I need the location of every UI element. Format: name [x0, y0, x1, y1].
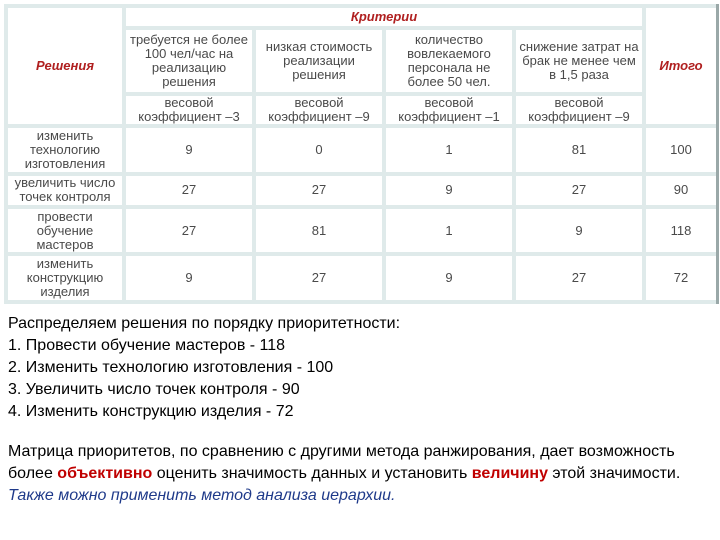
score-cell: 27 — [516, 256, 642, 300]
total-header: Итого — [646, 8, 716, 124]
criteria-header: Критерии — [126, 8, 642, 26]
table-row — [8, 128, 716, 172]
summary-text: этой значимости. — [547, 465, 681, 482]
score-cell: 9 — [386, 256, 512, 300]
ranking-item: 3. Увеличить число точек контроля - 90 — [8, 381, 300, 398]
score-cell: 1 — [386, 209, 512, 253]
highlight-magnitude: величину — [471, 465, 548, 482]
ranking-item: 2. Изменить технологию изготовления - 100 — [8, 359, 334, 376]
criterion-cell: низкая стоимость реализации решения — [256, 30, 382, 92]
conclusion-text — [8, 313, 712, 507]
score-cell: 9 — [386, 176, 512, 205]
ranking-item: 1. Провести обучение мастеров - 118 — [8, 337, 286, 354]
weight-cell: весовой коэффициент –1 — [386, 96, 512, 124]
score-cell: 0 — [256, 128, 382, 172]
table-row — [8, 209, 716, 253]
solution-cell: изменить технологию изготовления — [8, 128, 122, 172]
summary-text: Матрица приоритетов, по сравнению с другими метода ранжирования, дает возможность более — [8, 443, 675, 482]
weight-cell: весовой коэффициент –9 — [516, 96, 642, 124]
table-row — [8, 256, 716, 300]
method-note: Также можно применить метод анализа иерархии. — [8, 487, 396, 504]
priority-matrix-table — [4, 4, 720, 304]
solution-cell: изменить конструкцию изделия — [8, 256, 122, 300]
table-row — [8, 176, 716, 205]
total-cell: 118 — [646, 209, 716, 253]
weight-cell: весовой коэффициент –9 — [256, 96, 382, 124]
summary-paragraph — [8, 441, 712, 485]
score-cell: 81 — [516, 128, 642, 172]
criterion-cell: количество вовлекаемого персонала не более 50 чел. — [386, 30, 512, 92]
ranking-intro: Распределяем решения по порядку приоритетности: — [8, 315, 401, 332]
total-cell: 90 — [646, 176, 716, 205]
solution-cell: увеличить число точек контроля — [8, 176, 122, 205]
priority-matrix-panel — [4, 4, 719, 304]
score-cell: 27 — [516, 176, 642, 205]
weight-cell: весовой коэффициент –3 — [126, 96, 252, 124]
ranking-item: 4. Изменить конструкцию изделия - 72 — [8, 403, 294, 420]
score-cell: 27 — [126, 209, 252, 253]
score-cell: 9 — [516, 209, 642, 253]
criterion-cell: снижение затрат на брак не менее чем в 1,5 раза — [516, 30, 642, 92]
highlight-objectively: объективно — [57, 465, 153, 482]
score-cell: 9 — [126, 256, 252, 300]
summary-text: оценить значимость данных и установить — [152, 465, 472, 482]
total-cell: 100 — [646, 128, 716, 172]
solution-cell: провести обучение мастеров — [8, 209, 122, 253]
score-cell: 27 — [126, 176, 252, 205]
solutions-header: Решения — [8, 8, 122, 124]
total-cell: 72 — [646, 256, 716, 300]
score-cell: 81 — [256, 209, 382, 253]
score-cell: 27 — [256, 176, 382, 205]
score-cell: 9 — [126, 128, 252, 172]
score-cell: 1 — [386, 128, 512, 172]
score-cell: 27 — [256, 256, 382, 300]
criterion-cell: требуется не более 100 чел/час на реализацию решения — [126, 30, 252, 92]
